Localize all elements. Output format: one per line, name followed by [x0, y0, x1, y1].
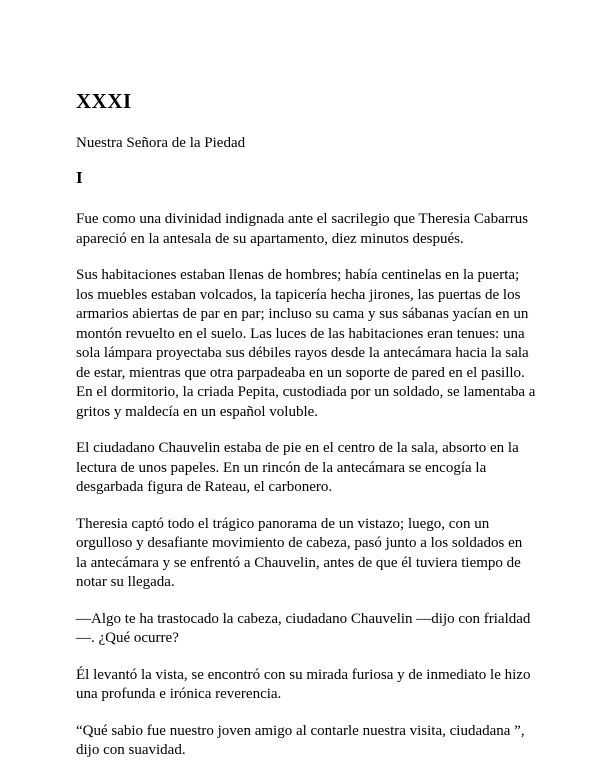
section-number: I	[76, 168, 83, 187]
chapter-title: Nuestra Señora de la Piedad	[76, 135, 246, 151]
chapter-number: XXXI	[76, 89, 132, 113]
paragraph: Él levantó la vista, se encontró con su mirada furiosa y de inmediato le hizo una profunda e irónica reverencia.	[76, 666, 531, 702]
paragraph: Theresia captó todo el trágico panorama de un vistazo; luego, con un orgulloso y desafiante movimiento de cabeza, pasó junto a los soldados en la antecámara y se enfrentó a Chauvelin, antes de que él tuviera tiempo de notar su llegada.	[76, 515, 523, 590]
paragraph: —Algo te ha trastocado la cabeza, ciudadano Chauvelin —dijo con frialdad —. ¿Qué ocurre?	[76, 610, 531, 646]
document-page	[76, 88, 536, 761]
paragraph: Fue como una divinidad indignada ante el sacrilegio que Theresia Cabarrus apareció en la antesala de su apartamento, diez minutos después.	[76, 211, 529, 247]
paragraph: Sus habitaciones estaban llenas de hombres; había centinelas en la puerta; los muebles estaban volcados, la tapicería hecha jirones, las puertas de los armarios abiertas de par en par; incluso su cama y sus sábanas yacían en un montón revuelto en el suelo. Las luces de las habitaciones eran tenues: una sola lámpara proyectaba sus débiles rayos desde la antecámara hacia la sala de estar, mientras que otra parpadeaba en un soporte de pared en el pasillo. En el dormitorio, la criada Pepita, custodiada por un soldado, se lamentaba a gritos y maldecía en un español voluble.	[76, 267, 536, 420]
paragraph: El ciudadano Chauvelin estaba de pie en el centro de la sala, absorto en la lectura de unos papeles. En un rincón de la antecámara se encogía la desgarbada figura de Rateau, el carbonero.	[76, 440, 519, 495]
paragraph: “Qué sabio fue nuestro joven amigo al contarle nuestra visita, ciudadana ”, dijo con suavidad.	[76, 722, 525, 758]
